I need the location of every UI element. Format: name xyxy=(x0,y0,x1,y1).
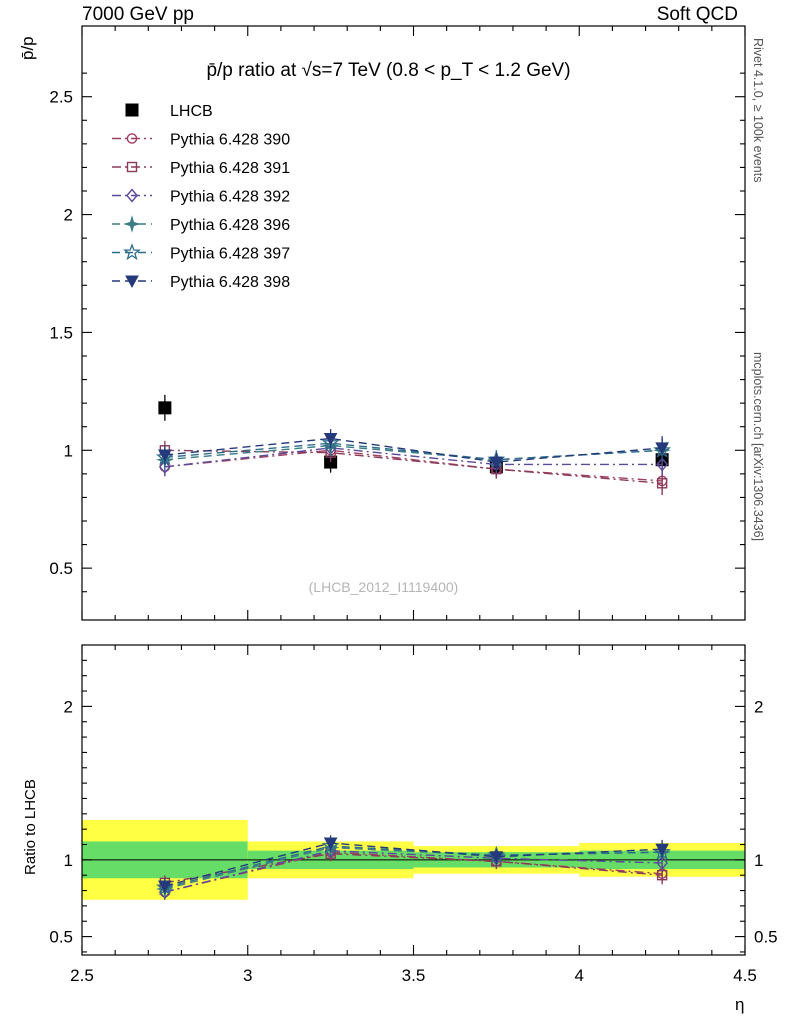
series-line xyxy=(165,439,662,463)
legend-label: Pythia 6.428 391 xyxy=(170,160,291,177)
analysis-watermark: (LHCB_2012_I1119400) xyxy=(308,579,459,595)
legend-marker xyxy=(126,104,138,116)
header-left: 7000 GeV pp xyxy=(82,4,194,25)
ratio-uncertainty-bands xyxy=(82,820,745,900)
legend-marker xyxy=(125,217,139,231)
series-lhcb xyxy=(159,395,668,478)
series-pythia-6.428-392 xyxy=(160,439,667,477)
legend-label: Pythia 6.428 398 xyxy=(170,274,291,291)
axis-tick-label: 1 xyxy=(63,850,73,870)
right-margin-label-mcplots: mcplots.cern.ch [arXiv:1306.3436] xyxy=(751,352,765,541)
axis-tick-label: 3 xyxy=(243,966,253,985)
axis-tick-label: 1 xyxy=(63,441,73,461)
x-axis-label: η xyxy=(735,995,745,1014)
series-pythia-6.428-398 xyxy=(159,429,668,471)
axis-tick-label: 0.5 xyxy=(49,927,73,947)
legend-label: Pythia 6.428 390 xyxy=(170,131,291,149)
legend xyxy=(112,103,290,291)
main-panel-content xyxy=(158,395,670,495)
axis-tick-label: 2 xyxy=(63,697,73,717)
ratio-y-axis-label: Ratio to LHCB xyxy=(22,779,39,875)
right-margin-label-rivet: Rivet 4.1.0, ≥ 100k events xyxy=(751,38,765,183)
axis-tick-label: 2 xyxy=(754,697,764,717)
series-line xyxy=(165,450,662,483)
axis-tick-label: 2.5 xyxy=(49,87,73,107)
axis-tick-label: 2.5 xyxy=(70,966,94,985)
axis-tick-label: 1.5 xyxy=(49,323,73,343)
axis-tick-label: 0.5 xyxy=(49,559,73,579)
series-pythia-6.428-396 xyxy=(158,436,669,469)
legend-marker xyxy=(125,245,139,259)
axis-tick-label: 3.5 xyxy=(401,966,426,985)
axis-tick-label: 2 xyxy=(63,205,73,225)
legend-label: Pythia 6.428 392 xyxy=(170,188,291,206)
main-y-axis-label: p̄/p xyxy=(18,36,37,60)
axis-tick-label: 0.5 xyxy=(754,927,778,947)
series-line xyxy=(165,443,662,460)
legend-label: Pythia 6.428 397 xyxy=(170,245,291,263)
axis-tick-label: 4.5 xyxy=(733,966,757,985)
series-pythia-6.428-397 xyxy=(158,434,670,469)
ratio-plot-frame xyxy=(82,645,745,955)
legend-label: Pythia 6.428 396 xyxy=(170,217,291,234)
legend-label: LHCB xyxy=(170,103,213,120)
header-right: Soft QCD xyxy=(656,4,738,25)
series-pythia-6.428-390 xyxy=(160,441,666,493)
axis-tick-label: 4 xyxy=(574,966,584,985)
chart-title: p̄/p ratio at √s=7 TeV (0.8 < p_T < 1.2 GeV) xyxy=(206,60,571,81)
data-point xyxy=(159,402,171,414)
series-line xyxy=(165,446,662,460)
axis-tick-label: 1 xyxy=(754,850,764,870)
series-pythia-6.428-391 xyxy=(160,441,666,495)
